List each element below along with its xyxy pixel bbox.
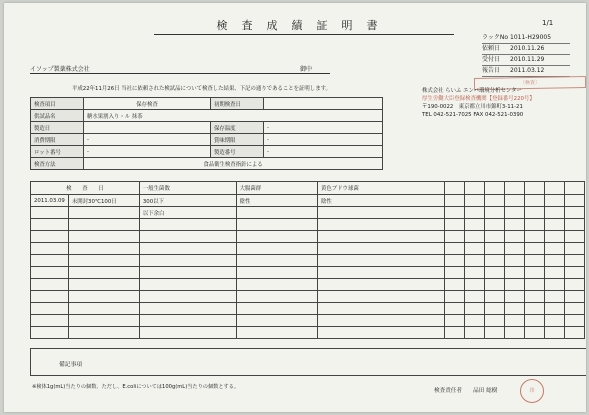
- remarks-box: [30, 348, 586, 376]
- meta-row: 受付日 2010.11.29: [482, 55, 570, 66]
- intro-text: 平成22年11月26日 当社に依頼された検試品について検査した結果、下記の通りであることを証明します。: [72, 86, 331, 92]
- table-row: 2011.03.09 未開封30℃100日 300以下 陰性 陰性: [31, 195, 585, 207]
- meta-row: ラックNo 1011-H29005: [482, 33, 570, 44]
- lab-info: [422, 87, 535, 119]
- remarks-label: 備記事項: [59, 362, 83, 368]
- page-number: 1/1: [542, 19, 554, 27]
- lab-name: 株式会社 らいふ エンバ環境分析センター: [422, 88, 522, 94]
- results-table: [30, 181, 585, 339]
- table-row: 検査方法 食品衛生検査指針による: [31, 158, 383, 170]
- footnote: ※検体1g(mL)当たりの個数、ただし、E.coliについては100g(mL)当たりの個数とする。: [32, 384, 240, 390]
- lab-tel: TEL 042-521-7025 FAX 042-521-0390: [422, 112, 524, 118]
- page-title: 検査成績証明書: [154, 17, 454, 35]
- table-header-row: 検 査 日 一般生菌数 大腸菌群 黄色ブドウ球菌: [31, 182, 585, 195]
- registration-stamp: 〔検査〕: [474, 76, 586, 90]
- table-row: ロット番号 - 製造番号 -: [31, 146, 383, 158]
- responsible-person: 検査責任者 品田 総樹: [434, 388, 498, 394]
- table-row: 消費期限 - 賞味期限 -: [31, 134, 383, 146]
- seal-stamp: 印: [520, 379, 544, 403]
- lab-registration: 厚生労働大臣登録検査機関【登録番号220号】: [422, 96, 535, 102]
- table-row: 以下余白: [31, 207, 585, 219]
- table-row: 製造日 保存温度 -: [31, 122, 383, 134]
- client-name: イソップ製薬株式会社 御中: [30, 64, 330, 74]
- honorific: 御中: [300, 66, 313, 73]
- meta-row: 報告日 2011.03.12: [482, 66, 570, 77]
- table-row: 検査項目 保存検査 初期検査日: [31, 98, 383, 110]
- sample-info-table: [30, 97, 383, 170]
- meta-block: [482, 33, 570, 77]
- lab-address: 〒190-0022 東京都立川市錦町3-11-21: [422, 104, 523, 110]
- certificate-page: [4, 3, 586, 412]
- meta-row: 依頼日 2010.11.26: [482, 44, 570, 55]
- table-row: 供試品名 糖水果割入り・ル 抹茶: [31, 110, 383, 122]
